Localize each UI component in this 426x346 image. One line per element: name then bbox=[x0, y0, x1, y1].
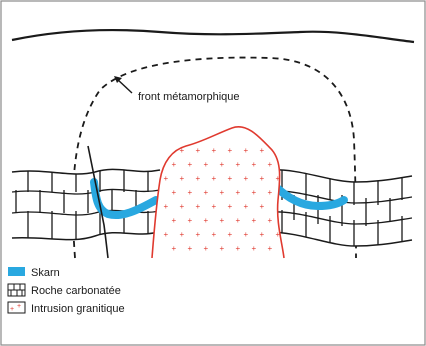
granite-mark: + bbox=[179, 230, 185, 239]
granite-mark: + bbox=[243, 174, 249, 183]
granite-mark: + bbox=[219, 244, 225, 253]
legend-item-carbonate bbox=[8, 284, 121, 297]
granite-mark: + bbox=[219, 216, 225, 225]
granite-mark: + bbox=[235, 160, 241, 169]
granite-mark: + bbox=[251, 188, 257, 197]
granite-mark: + bbox=[251, 216, 257, 225]
granite-mark: + bbox=[203, 160, 209, 169]
granite-mark: + bbox=[195, 146, 201, 155]
granite-mark: + bbox=[275, 230, 281, 239]
granite-mark: + bbox=[195, 174, 201, 183]
granite-mark: + bbox=[171, 188, 177, 197]
granite-mark: + bbox=[203, 244, 209, 253]
granite-mark: + bbox=[251, 160, 257, 169]
granite-mark: + bbox=[163, 174, 169, 183]
granite-mark: + bbox=[259, 146, 265, 155]
legend-item-intrusion bbox=[8, 302, 125, 315]
granite-mark: + bbox=[171, 244, 177, 253]
granite-mark: + bbox=[211, 146, 217, 155]
front-label: front métamorphique bbox=[138, 91, 240, 103]
granite-mark: + bbox=[219, 188, 225, 197]
granite-mark: + bbox=[163, 202, 169, 211]
granite-mark: + bbox=[171, 160, 177, 169]
granite-mark: + bbox=[195, 202, 201, 211]
granite-mark: + bbox=[179, 202, 185, 211]
granite-mark: + bbox=[211, 202, 217, 211]
granite-mark: + bbox=[187, 188, 193, 197]
granite-mark: + bbox=[259, 230, 265, 239]
legend-label-skarn: Skarn bbox=[31, 267, 60, 279]
legend-label-intrusion: Intrusion granitique bbox=[31, 303, 125, 315]
granite-mark: + bbox=[211, 230, 217, 239]
annotation-arrow bbox=[117, 79, 132, 93]
legend-label-carbonate: Roche carbonatée bbox=[31, 285, 121, 297]
granite-mark: + bbox=[275, 174, 281, 183]
granite-mark: + bbox=[187, 244, 193, 253]
granite-mark: + bbox=[227, 202, 233, 211]
skarn-swatch-icon bbox=[8, 267, 25, 276]
granite-mark: + bbox=[203, 188, 209, 197]
granite-mark: + bbox=[259, 202, 265, 211]
granite-mark: + bbox=[243, 230, 249, 239]
granite-mark: + bbox=[243, 146, 249, 155]
intrusion-swatch-icon bbox=[8, 302, 25, 313]
legend-item-skarn bbox=[8, 267, 60, 279]
granite-mark: + bbox=[211, 174, 217, 183]
granite-mark: + bbox=[187, 160, 193, 169]
granite-mark: + bbox=[179, 174, 185, 183]
legend bbox=[8, 267, 125, 315]
granitic-intrusion bbox=[152, 127, 284, 258]
ground-surface-line bbox=[12, 30, 414, 42]
svg-text:+: + bbox=[10, 306, 15, 313]
granite-mark: + bbox=[195, 230, 201, 239]
granite-mark: + bbox=[259, 174, 265, 183]
granite-mark: + bbox=[219, 160, 225, 169]
granite-mark: + bbox=[267, 244, 273, 253]
granite-mark: + bbox=[267, 216, 273, 225]
granite-mark: + bbox=[235, 188, 241, 197]
granite-mark: + bbox=[235, 244, 241, 253]
granite-mark: + bbox=[251, 244, 257, 253]
carbonate-swatch-icon bbox=[8, 284, 25, 296]
granite-mark: + bbox=[163, 230, 169, 239]
granite-mark: + bbox=[267, 160, 273, 169]
granite-mark: + bbox=[179, 146, 185, 155]
granite-mark: + bbox=[203, 216, 209, 225]
granite-mark: + bbox=[243, 202, 249, 211]
granite-mark: + bbox=[235, 216, 241, 225]
granite-mark: + bbox=[267, 188, 273, 197]
granite-mark: + bbox=[171, 216, 177, 225]
granite-mark: + bbox=[227, 146, 233, 155]
granite-mark: + bbox=[227, 174, 233, 183]
granite-mark: + bbox=[187, 216, 193, 225]
svg-text:+: + bbox=[17, 303, 22, 310]
granite-mark: + bbox=[227, 230, 233, 239]
